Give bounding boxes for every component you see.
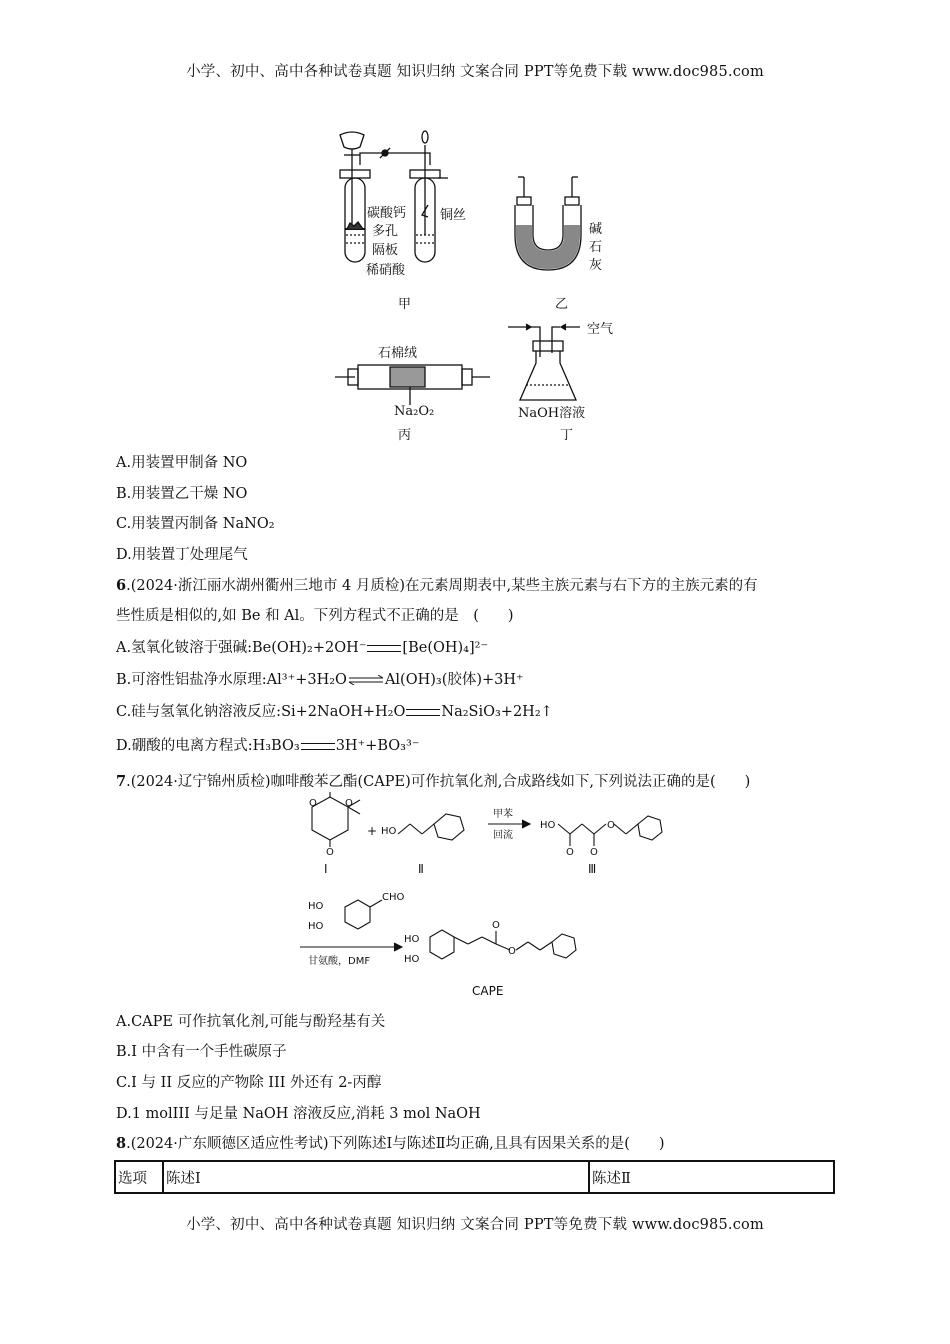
- scheme-ho-b: HO: [308, 921, 324, 932]
- apparatus-figure: [330, 125, 630, 445]
- q8-stem: [116, 1132, 665, 1153]
- q5-option-b: B.用装置乙干燥 NO: [116, 486, 248, 502]
- equilibrium-arrow-icon: [348, 675, 384, 685]
- q7-option-d: D.1 molIII 与足量 NaOH 溶液反应,消耗 3 mol NaOH: [116, 1106, 481, 1122]
- scheme-cond-reflux: 回流: [493, 830, 513, 841]
- scheme-ho-3: HO: [540, 820, 556, 831]
- table-header-option: 选项: [115, 1161, 163, 1193]
- apparatus-ding: [508, 324, 580, 400]
- yi-caption: 乙: [555, 297, 569, 312]
- page-footer: 小学、初中、高中各种试卷真题 知识归纳 文案合同 PPT等免费下载 www.doc985.com: [186, 1217, 764, 1233]
- table-header-row: [115, 1161, 834, 1193]
- q7-option-a: A.CAPE 可作抗氧化剂,可能与酚羟基有关: [116, 1014, 386, 1030]
- scheme-label-II: Ⅱ: [418, 862, 424, 876]
- q7-number: 7: [116, 773, 127, 790]
- q6-b-right: Al(OH)₃(胶体)+3H⁺: [384, 672, 524, 688]
- q7-stem: [116, 770, 750, 791]
- jia-label-porous: 多孔: [372, 224, 399, 239]
- jia-label-cu-wire: 铜丝: [440, 208, 467, 223]
- q7-option-c: C.I 与 II 反应的产物除 III 外还有 2-丙醇: [116, 1075, 382, 1091]
- q8-number: 8: [116, 1135, 127, 1152]
- scheme-ho-a: HO: [308, 901, 324, 912]
- jia-label-hno3: 稀硝酸: [366, 263, 406, 278]
- scheme-label-III: Ⅲ: [588, 862, 597, 876]
- q6-a-left: A.氢氧化铍溶于强碱:Be(OH)₂+2OH⁻: [116, 640, 367, 656]
- q6-option-c: [116, 700, 553, 721]
- table-header-statement-2: 陈述Ⅱ: [589, 1161, 834, 1193]
- scheme-cho: CHO: [382, 892, 405, 903]
- svg-text:O: O: [345, 798, 353, 809]
- q6-option-d: [116, 734, 419, 755]
- svg-text:O: O: [309, 798, 317, 809]
- jia-caption: 甲: [398, 297, 412, 312]
- scheme-cond-toluene: 甲苯: [493, 809, 513, 820]
- scheme-ho-d: HO: [404, 954, 420, 965]
- q6-c-left: C.硅与氢氧化钠溶液反应:Si+2NaOH+H₂O: [116, 704, 406, 720]
- svg-text:O: O: [492, 920, 500, 931]
- bing-caption: 丙: [398, 428, 412, 443]
- yi-label-1: 碱: [589, 222, 603, 237]
- q6-stem-line2: 些性质是相似的,如 Be 和 Al。下列方程式不正确的是 ( ): [116, 608, 514, 624]
- equals-sign: [367, 645, 401, 652]
- q8-table: [114, 1160, 835, 1194]
- scheme-ho-c: HO: [404, 934, 420, 945]
- q8-stem-text: .(2024·广东顺德区适应性考试)下列陈述Ⅰ与陈述Ⅱ均正确,且具有因果关系的是( ): [126, 1136, 665, 1152]
- scheme-plus: +: [367, 824, 378, 838]
- apparatus-bing: [335, 365, 490, 405]
- jia-label-plate: 隔板: [372, 243, 399, 258]
- svg-text:O: O: [326, 847, 334, 858]
- scheme-label-cape: CAPE: [472, 984, 504, 998]
- q6-a-right: [Be(OH)₄]²⁻: [402, 640, 489, 656]
- q6-option-b: [116, 668, 524, 689]
- table-header-statement-1: 陈述Ⅰ: [163, 1161, 589, 1193]
- synthesis-scheme: [290, 792, 670, 1002]
- q6-number: 6: [116, 577, 127, 594]
- bing-label-asbestos: 石棉绒: [378, 346, 418, 361]
- q5-option-d: D.用装置丁处理尾气: [116, 547, 248, 563]
- yi-label-2: 石: [589, 240, 603, 255]
- svg-text:O: O: [508, 946, 516, 957]
- q6-stem-text: .(2024·浙江丽水湖州衢州三地市 4 月质检)在元素周期表中,某些主族元素与右下方的主族元素的有: [126, 578, 758, 594]
- ding-caption: 丁: [560, 428, 574, 443]
- q6-d-left: D.硼酸的电离方程式:H₃BO₃: [116, 738, 300, 754]
- page-header: 小学、初中、高中各种试卷真题 知识归纳 文案合同 PPT等免费下载 www.doc985.com: [186, 64, 764, 80]
- q6-stem-line1: [116, 574, 758, 595]
- q5-option-c: C.用装置丙制备 NaNO₂: [116, 516, 275, 532]
- jia-label-caco3: 碳酸钙: [367, 206, 407, 221]
- svg-text:O: O: [590, 847, 598, 858]
- bing-label-na2o2: Na₂O₂: [394, 404, 435, 419]
- q6-option-a: [116, 636, 488, 657]
- scheme-ho-2: HO: [381, 826, 397, 837]
- q6-b-left: B.可溶性铝盐净水原理:Al³⁺+3H₂O: [116, 672, 347, 688]
- scheme-cond-glycine: 甘氨酸，DMF: [308, 956, 371, 967]
- q7-option-b: B.I 中含有一个手性碳原子: [116, 1044, 287, 1060]
- q7-stem-text: .(2024·辽宁锦州质检)咖啡酸苯乙酯(CAPE)可作抗氧化剂,合成路线如下,下列说法正确的是( ): [126, 774, 751, 790]
- equals-sign: [301, 743, 335, 750]
- q6-c-right: Na₂SiO₃+2H₂↑: [441, 704, 553, 720]
- ding-label-naoh: NaOH溶液: [518, 406, 586, 421]
- equals-sign: [406, 709, 440, 716]
- apparatus-yi: [515, 177, 581, 270]
- ding-label-air: 空气: [587, 322, 614, 337]
- scheme-label-I: Ⅰ: [324, 862, 328, 876]
- yi-label-3: 灰: [589, 258, 603, 273]
- svg-text:O: O: [607, 820, 615, 831]
- q5-option-a: A.用装置甲制备 NO: [116, 455, 248, 471]
- q6-d-right: 3H⁺+BO₃³⁻: [335, 738, 420, 754]
- svg-text:O: O: [566, 847, 574, 858]
